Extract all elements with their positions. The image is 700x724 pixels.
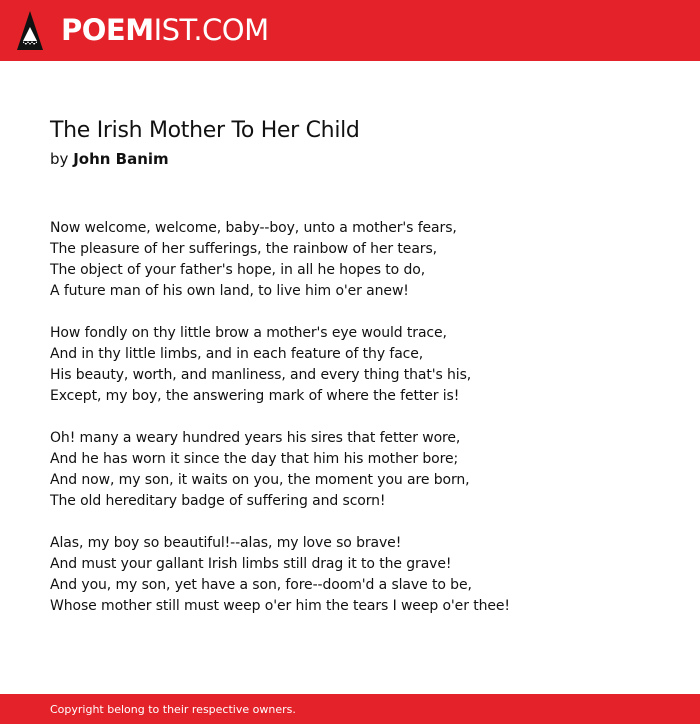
poem-body bbox=[50, 218, 670, 638]
stanza bbox=[50, 218, 670, 302]
stanza bbox=[50, 533, 670, 617]
byline bbox=[50, 148, 169, 170]
stanza bbox=[50, 323, 670, 407]
poem-line: Now welcome, welcome, baby--boy, unto a mother's fears, bbox=[50, 220, 457, 236]
poem-line: Oh! many a weary hundred years his sires that fetter wore, bbox=[50, 430, 461, 446]
site-footer bbox=[0, 694, 700, 724]
poem-line: His beauty, worth, and manliness, and every thing that's his, bbox=[50, 367, 472, 383]
poem-line: And in thy little limbs, and in each feature of thy face, bbox=[50, 346, 424, 362]
poem-title: The Irish Mother To Her Child bbox=[50, 118, 360, 143]
site-header bbox=[0, 0, 700, 61]
poem-line: Whose mother still must weep o'er him the tears I weep o'er thee! bbox=[50, 598, 510, 614]
poem-line: Alas, my boy so beautiful!--alas, my love so brave! bbox=[50, 535, 402, 551]
poem-line: How fondly on thy little brow a mother's eye would trace, bbox=[50, 325, 447, 341]
poem-line: The old hereditary badge of suffering and scorn! bbox=[50, 493, 386, 509]
poem-line: And he has worn it since the day that him his mother bore; bbox=[50, 451, 459, 467]
poem-line: And you, my son, yet have a son, fore--doom'd a slave to be, bbox=[50, 577, 472, 593]
poem-line: The pleasure of her sufferings, the rainbow of her tears, bbox=[50, 241, 438, 257]
poem-line: Except, my boy, the answering mark of where the fetter is! bbox=[50, 388, 460, 404]
stanza bbox=[50, 428, 670, 512]
by-label: by bbox=[50, 150, 69, 168]
poem-line: The object of your father's hope, in all he hopes to do, bbox=[50, 262, 426, 278]
poem-line: A future man of his own land, to live him o'er anew! bbox=[50, 283, 409, 299]
pencil-icon[interactable] bbox=[16, 10, 44, 52]
logo-text-light: IST.COM bbox=[153, 13, 269, 47]
logo-text-bold: POEM bbox=[61, 13, 154, 47]
poem-line: And now, my son, it waits on you, the moment you are born, bbox=[50, 472, 470, 488]
author-name: John Banim bbox=[73, 150, 169, 168]
copyright-notice: Copyright belong to their respective owners. bbox=[50, 703, 296, 716]
site-logo[interactable] bbox=[61, 12, 269, 48]
poem-line: And must your gallant Irish limbs still drag it to the grave! bbox=[50, 556, 452, 572]
